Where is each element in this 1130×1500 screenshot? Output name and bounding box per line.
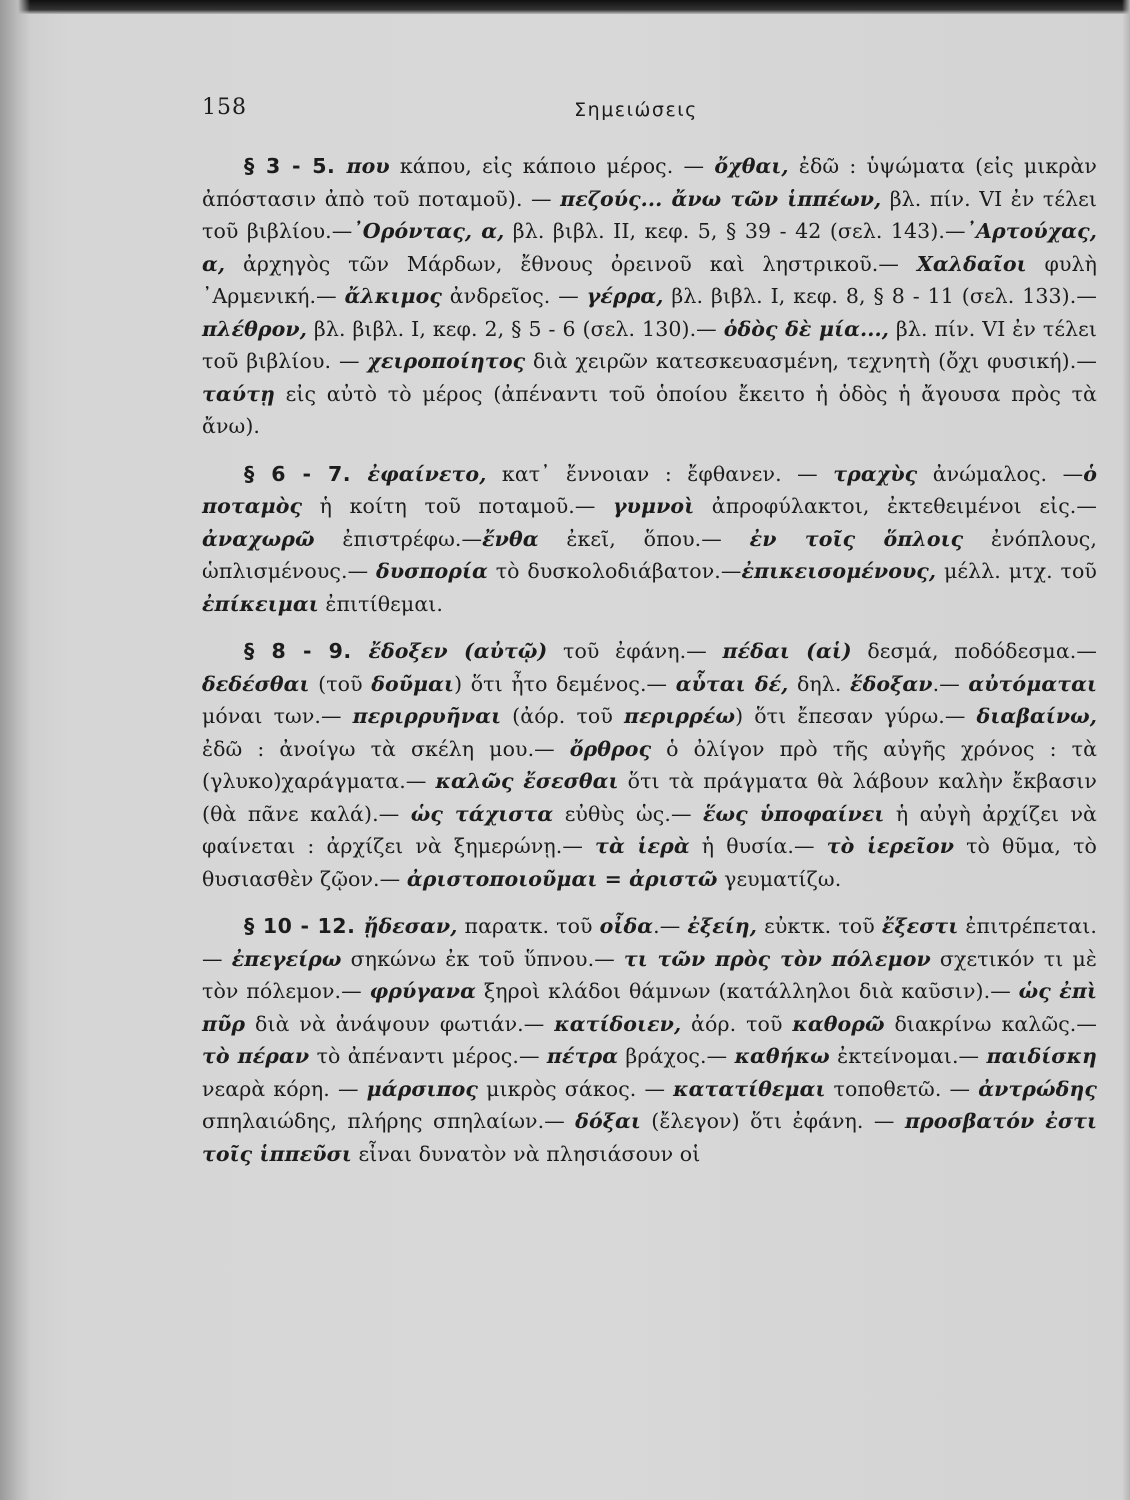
note-paragraph-6-7 — [202, 458, 1097, 621]
gloss-text: τὸ δυσκολοδιάβατον.— — [487, 559, 742, 583]
gloss-text: ἀόρ. τοῦ — [681, 1011, 793, 1036]
lemma: καθήκω — [734, 1044, 830, 1068]
gloss-text: εἶναι δυνατὸν νὰ πλησιάσουν οἱ — [351, 1141, 701, 1166]
section-marker: § 10 - 12. — [244, 914, 364, 938]
gloss-text: (ἀόρ. τοῦ — [501, 704, 624, 728]
gloss-text: σχετικόν τι μὲ τὸν πόλεμον.— — [202, 946, 1097, 1003]
gloss-text: κατ᾿ ἔννοιαν : ἔφθανεν. — — [486, 461, 834, 486]
lemma: τὸ πέραν — [202, 1044, 310, 1068]
gloss-text: ) ὅτι ἔπεσαν γύρω.— — [735, 704, 977, 728]
gloss-text: ἐκτείνομαι.— — [829, 1044, 987, 1068]
lemma: δεδέσθαι — [202, 671, 310, 696]
gloss-text: τοποθετῶ. — — [825, 1076, 979, 1101]
gloss-text: μέλλ. μτχ. τοῦ — [936, 559, 1097, 583]
lemma: ἐφαίνετο, — [367, 461, 487, 486]
gloss-text: ἀρχηγὸς τῶν Μάρδων, ἔθνους ὀρεινοῦ καὶ ληστρικοῦ.— — [225, 251, 917, 276]
lemma: πέδαι (αἱ) — [722, 639, 852, 663]
gloss-text: γευματίζω. — [717, 866, 842, 891]
lemma: καθορῶ — [792, 1011, 885, 1036]
section-marker: § 8 - 9. — [244, 639, 369, 663]
gloss-text: ἀνδρεῖος. — — [441, 284, 587, 308]
lemma: ἐξείη, — [687, 914, 758, 938]
gloss-text: ὁ ὀλίγον πρὸ τῆς αὐγῆς χρόνος : τὰ (γλυκο)χαράγματα.— — [202, 736, 1098, 793]
gloss-text: τὸ θῦμα, τὸ θυσιασθὲν ζῷον.— — [202, 834, 1097, 891]
gloss-text: κάπου, εἰς κάποιο μέρος. — — [389, 154, 715, 178]
lemma: τὸ ἱερεῖον — [826, 834, 955, 858]
lemma: πλέθρον, — [202, 316, 307, 341]
lemma: περιρρυῆναι — [352, 704, 502, 728]
scan-top-edge — [0, 0, 1130, 14]
gloss-text: ἡ κοίτη τοῦ ποταμοῦ.— — [302, 494, 614, 518]
gloss-text: διακρίνω καλῶς.— — [884, 1011, 1098, 1036]
lemma: τι τῶν πρὸς τὸν πόλεμον — [623, 946, 931, 971]
gloss-text: .— — [653, 914, 688, 938]
lemma: ᾿Ορόντας, α, — [352, 219, 505, 243]
gloss-text: ἐνόπλους, ὡπλισμένους.— — [202, 526, 1098, 583]
gloss-text: (τοῦ — [309, 671, 372, 696]
lemma: χειροποίητος — [367, 349, 526, 373]
lemma: ἐν τοῖς ὅπλοις — [749, 526, 964, 551]
gloss-text: μόναι των.— — [202, 704, 353, 728]
gloss-text: φυλὴ ᾿Αρμενική.— — [202, 251, 1097, 308]
gloss-text: διὰ χειρῶν κατεσκευασμένη, τεχνητὴ (ὄχι φυσική).— — [525, 349, 1097, 373]
gloss-text: νεαρὰ κόρη. — — [202, 1076, 367, 1101]
lemma: οἶδα — [599, 914, 654, 938]
gloss-text: ξηροὶ κλάδοι θάμνων (κατάλληλοι διὰ καῦσιν).— — [476, 979, 1019, 1003]
note-paragraph-3-5 — [202, 150, 1097, 443]
gloss-text: ἡ θυσία.— — [689, 834, 827, 858]
lemma: ὡς τάχιστα — [410, 801, 554, 826]
gloss-text: βλ. βιβλ. I, κεφ. 2, § 5 - 6 (σελ. 130).— — [306, 316, 724, 341]
notes-body — [202, 150, 1097, 1185]
lemma: ἔνθα — [482, 526, 539, 551]
gloss-text: δηλ. — [788, 671, 851, 696]
lemma: ὁ ποταμὸς — [202, 461, 1097, 518]
gloss-text: βλ. βιβλ. II, κεφ. 5, § 39 - 42 (σελ. 143).— — [504, 219, 966, 243]
lemma: ἀντρώδης — [978, 1076, 1097, 1101]
lemma: αὐτόμαται — [968, 671, 1097, 696]
lemma: παιδίσκη — [986, 1044, 1097, 1068]
note-paragraph-8-9 — [202, 635, 1097, 895]
lemma: ᾿Αρτούχας, α, — [202, 219, 1097, 276]
page-header — [202, 95, 1070, 131]
lemma: γυμνοὶ — [613, 494, 695, 518]
lemma: ἕως ὑποφαίνει — [703, 801, 885, 826]
gloss-text: ἐπιτρέπεται.— — [202, 914, 1097, 971]
lemma: ἔδοξεν (αὐτῷ) — [368, 639, 548, 663]
lemma: ἀναχωρῶ — [202, 526, 315, 551]
book-spine-shadow — [0, 0, 30, 1500]
lemma: Χαλδαῖοι — [916, 251, 1027, 276]
lemma: προσβατόν ἐστι τοῖς ἱππεῦσι — [202, 1109, 1097, 1166]
gloss-text: ἀνώμαλος. — — [917, 461, 1084, 486]
section-marker: § 3 - 5. — [244, 154, 347, 178]
running-title: Σημειώσεις — [574, 99, 698, 121]
gloss-text: ὅτι τὰ πράγματα θὰ λάβουν καλὴν ἔκβασιν (θὰ πᾶνε καλά).— — [202, 769, 1097, 826]
gloss-text: διὰ νὰ ἀνάψουν φωτιάν.— — [245, 1011, 555, 1036]
lemma: τὰ ἱερὰ — [595, 834, 690, 858]
gloss-text: δεσμά, ποδόδεσμα.— — [851, 639, 1098, 663]
lemma: δυσπορία — [376, 559, 488, 583]
lemma: κατατίθεμαι — [673, 1076, 826, 1101]
gloss-text: εὐκτκ. τοῦ — [757, 914, 882, 938]
gloss-text: ἐδῶ : ὑψώματα (εἰς μικρὰν ἀπόστασιν ἀπὸ τοῦ ποταμοῦ). — — [202, 154, 1097, 211]
lemma: ἀριστοποιοῦμαι = ἀριστῶ — [406, 866, 718, 891]
gloss-text: ) ὅτι ἦτο δεμένος.— — [454, 671, 676, 696]
page-number: 158 — [202, 95, 247, 120]
gloss-text: τὸ ἀπέναντι μέρος.— — [309, 1044, 547, 1068]
gloss-text: βλ. πίν. VI ἐν τέλει τοῦ βιβλίου. — — [202, 316, 1097, 373]
lemma: που — [346, 154, 390, 178]
note-paragraph-10-12 — [202, 910, 1097, 1170]
lemma: ἐπικεισομένους, — [741, 559, 937, 583]
gloss-text: εἰς αὐτὸ τὸ μέρος (ἀπέναντι τοῦ ὁποίου ἔκειτο ἡ ὁδὸς ἡ ἄγουσα πρὸς τὰ ἄνω). — [202, 381, 1097, 438]
lemma: μάρσιπος — [366, 1076, 479, 1101]
gloss-text: σηκώνω ἐκ τοῦ ὕπνου.— — [341, 946, 624, 971]
lemma: ἔδοξαν — [850, 671, 933, 696]
gloss-text: μικρὸς σάκος. — — [478, 1076, 674, 1101]
gloss-text: τοῦ ἐφάνη.— — [547, 639, 723, 663]
gloss-text: ἡ αὐγὴ ἀρχίζει νὰ φαίνεται : ἀρχίζει νὰ ξημερώνῃ.— — [202, 801, 1098, 858]
lemma: ὄρθρος — [569, 736, 652, 761]
lemma: ἄλκιμος — [344, 284, 442, 308]
lemma: κατίδοιεν, — [554, 1011, 682, 1036]
lemma: ἐπεγείρω — [231, 946, 342, 971]
lemma: ὄχθαι, — [714, 154, 789, 178]
gloss-text: βράχος.— — [618, 1044, 735, 1068]
lemma: πεζούς... ἄνω τῶν ἱππέων, — [560, 186, 882, 211]
gloss-text: βλ. βιβλ. I, κεφ. 8, § 8 - 11 (σελ. 133).— — [663, 284, 1098, 308]
lemma: ταύτῃ — [202, 381, 275, 406]
lemma: διαβαίνω, — [976, 704, 1098, 728]
gloss-text: ἐκεῖ, ὅπου.— — [538, 526, 750, 551]
lemma: δοῦμαι — [371, 671, 455, 696]
section-marker: § 6 - 7. — [244, 461, 368, 486]
lemma: ἐπίκειμαι — [202, 591, 319, 616]
gloss-text: .— — [932, 671, 969, 696]
gloss-text: βλ. πίν. VI ἐν τέλει τοῦ βιβλίου.— — [202, 186, 1097, 243]
gloss-text: ἀπροφύλακτοι, ἐκτεθειμένοι εἰς.— — [694, 494, 1097, 518]
lemma: αὗται δέ, — [675, 671, 789, 696]
gloss-text: παρατκ. τοῦ — [457, 914, 600, 938]
gloss-text: ἐπιστρέφω.— — [314, 526, 483, 551]
lemma: καλῶς ἔσεσθαι — [435, 769, 619, 793]
gloss-text: ἐδῶ : ἀνοίγω τὰ σκέλη μου.— — [202, 736, 570, 761]
gloss-text: (ἔλεγον) ὅτι ἐφάνη. — — [640, 1109, 905, 1133]
lemma: ὡς ἐπὶ πῦρ — [202, 979, 1097, 1036]
gloss-text: ἐπιτίθεμαι. — [318, 591, 444, 616]
lemma: ὁδὸς δὲ μία..., — [723, 316, 889, 341]
lemma: φρύγανα — [369, 979, 476, 1003]
gloss-text: σπηλαιώδης, πλήρης σπηλαίων.— — [202, 1109, 576, 1133]
lemma: πέτρα — [546, 1044, 619, 1068]
page-edge-shadow — [1122, 0, 1130, 1500]
lemma: ᾔδεσαν, — [363, 914, 458, 938]
lemma: δόξαι — [575, 1109, 641, 1133]
gloss-text: εὐθὺς ὡς.— — [553, 801, 703, 826]
lemma: περιρρέω — [624, 704, 736, 728]
lemma: τραχὺς — [833, 461, 918, 486]
lemma: γέρρα, — [586, 284, 664, 308]
lemma: ἔξεστι — [881, 914, 959, 938]
